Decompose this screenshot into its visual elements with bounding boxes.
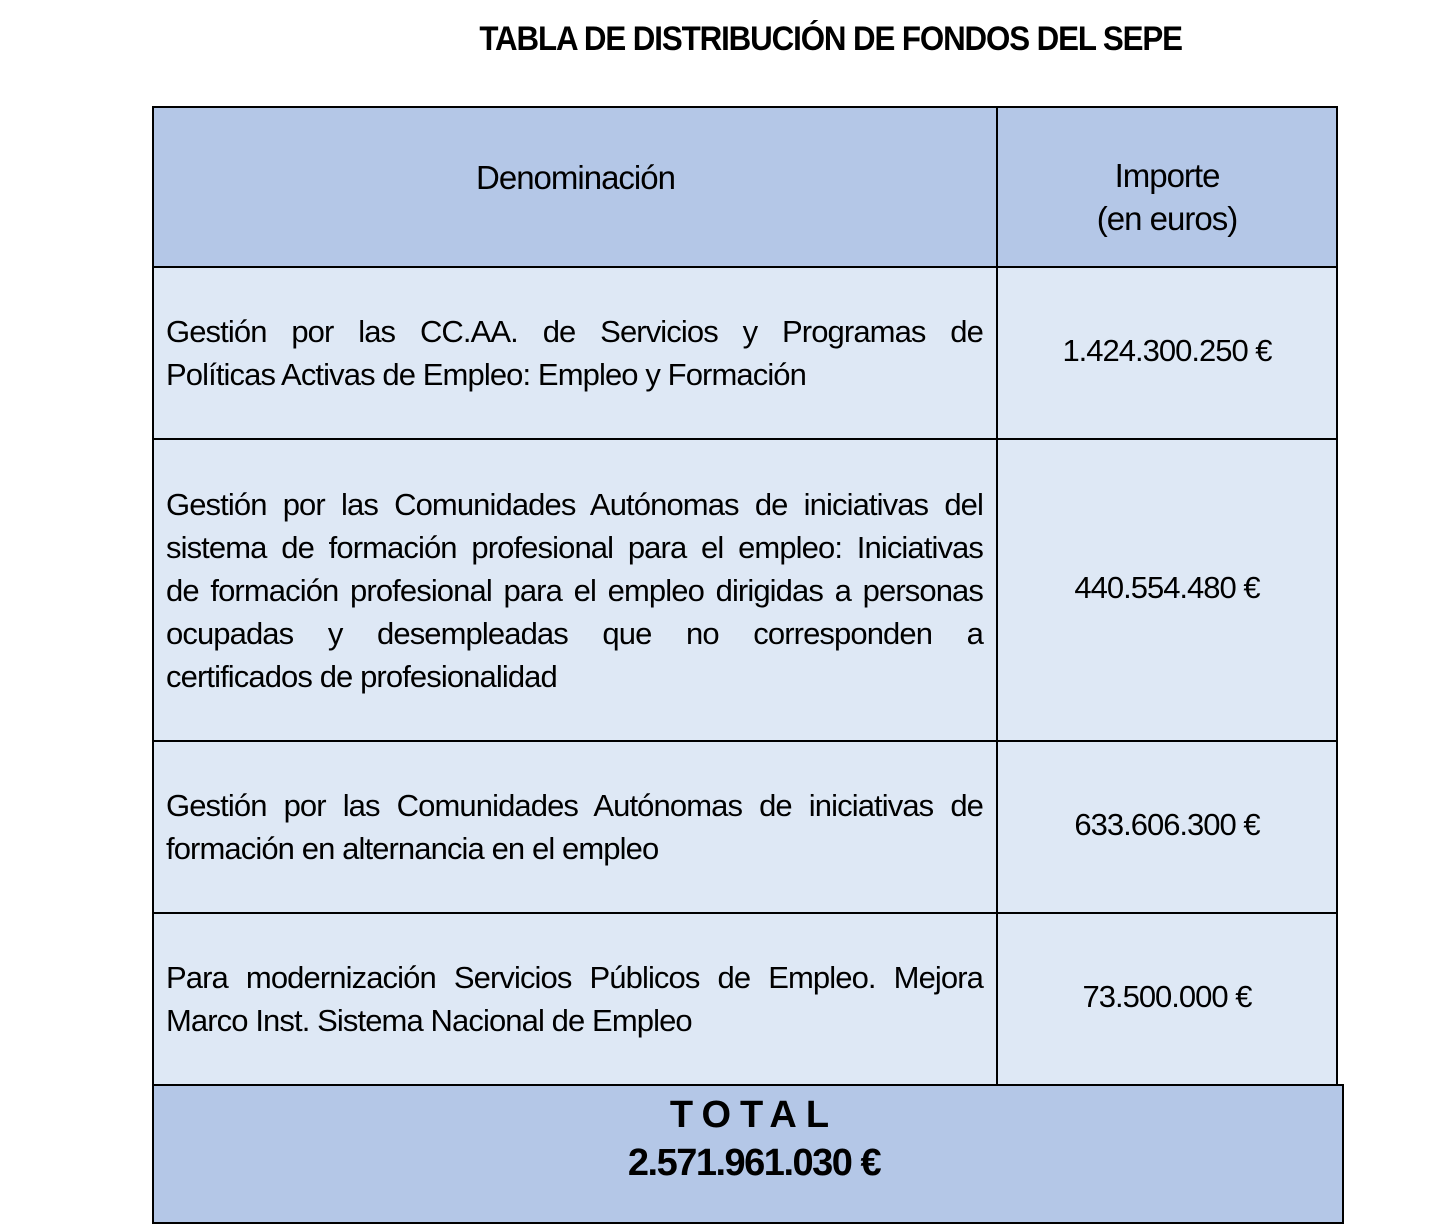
row-description-text <box>166 956 983 1042</box>
header-importe <box>996 106 1338 269</box>
total-value: 2.571.961.030 € <box>627 1142 881 1184</box>
table-row-amount <box>996 438 1338 742</box>
total-row <box>152 1084 1344 1224</box>
header-importe-label: Importe <box>1114 157 1220 194</box>
header-importe-sublabel: (en euros) <box>1096 200 1238 237</box>
table-row-amount <box>996 266 1338 440</box>
row-description-text <box>166 784 983 870</box>
description-line: Políticas Activas de Empleo: Empleo y Formación <box>166 357 806 392</box>
table-row-description <box>152 912 999 1086</box>
description-line: Gestión por las CC.AA. de Servicios y Programas de <box>166 314 983 349</box>
table-row-description <box>152 438 999 742</box>
table-row-amount <box>996 740 1338 914</box>
description-line: formación en alternancia en el empleo <box>166 831 659 866</box>
row-description-text <box>166 483 983 698</box>
description-line: ocupadas y desempleadas que no corresponden a <box>166 616 983 651</box>
description-line: Gestión por las Comunidades Autónomas de iniciativas del <box>166 487 983 522</box>
amount-value: 440.554.480 € <box>1074 570 1260 605</box>
header-denominacion <box>152 106 999 269</box>
amount-value: 1.424.300.250 € <box>1062 333 1272 368</box>
description-line: Marco Inst. Sistema Nacional de Empleo <box>166 1003 692 1038</box>
description-line: sistema de formación profesional para el empleo: Iniciativas <box>166 530 983 565</box>
description-line: certificados de profesionalidad <box>166 659 557 694</box>
total-label: TOTAL <box>669 1094 839 1136</box>
row-description-text <box>166 310 983 396</box>
table-row-description <box>152 740 999 914</box>
table-row-description <box>152 266 999 440</box>
amount-value: 633.606.300 € <box>1074 807 1260 842</box>
table-row-amount <box>996 912 1338 1086</box>
header-denominacion-label: Denominación <box>476 159 675 196</box>
description-line: de formación profesional para el empleo dirigidas a personas <box>166 573 983 608</box>
description-line: Para modernización Servicios Públicos de Empleo. Mejora <box>166 960 983 995</box>
description-line: Gestión por las Comunidades Autónomas de iniciativas de <box>166 788 983 823</box>
amount-value: 73.500.000 € <box>1082 979 1252 1014</box>
page-title: TABLA DE DISTRIBUCIÓN DE FONDOS DEL SEPE <box>479 20 1182 58</box>
